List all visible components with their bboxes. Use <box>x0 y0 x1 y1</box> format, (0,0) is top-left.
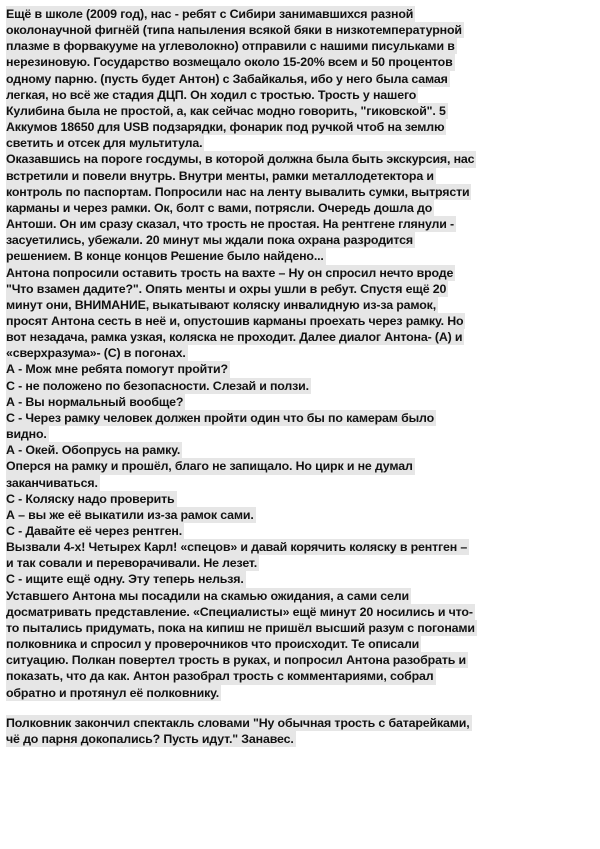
text-line: "Что взамен дадите?". Опять менты и охры ушли в ребут. Спустя ещё 20 <box>6 281 447 296</box>
text-line: светить и отсек для мультитула. <box>6 136 203 151</box>
text-line: Антоши. Он им сразу сказал, что трость не простая. На рентгене глянули - <box>6 217 454 232</box>
text-line: А – вы же её выкатили из-за рамок сами. <box>6 507 254 522</box>
text-line: Ещё в школе (2009 год), нас - ребят с Сибири занимавшихся разной <box>6 7 414 21</box>
text-line: С - Коляску надо проверить <box>6 491 175 506</box>
text-line: минут они, ВНИМАНИЕ, выкатывают коляску инвалидную из-за рамок, <box>6 297 436 312</box>
text-line: и так совали и переворачивали. Не лезет. <box>6 556 258 571</box>
text-line: С - Через рамку человек должен пройти один что бы по камерам было <box>6 410 435 425</box>
text-line: околонаучной фигнёй (типа напыления всякой бяки в низкотемпературной <box>6 23 462 38</box>
text-line: А - Окей. Обопрусь на рамку. <box>6 443 181 458</box>
text-line: А - Вы нормальный вообще? <box>6 394 184 409</box>
text-line: С - не положено по безопасности. Слезай и ползи. <box>6 378 309 393</box>
text-line: Оперся на рамку и прошёл, благо не запищало. Но цирк и не думал <box>6 459 413 474</box>
closing-line: Полковник закончил спектакль словами "Ну обычная трость с батарейками, <box>6 715 470 730</box>
text-line: Антона попросили оставить трость на вахте – Ну он спросил нечто вроде <box>6 265 454 280</box>
text-line: заканчиваться. <box>6 475 98 490</box>
text-line: решением. В конце концов Решение было найдено... <box>6 249 324 264</box>
story-text <box>6 6 596 747</box>
text-line: ситуацию. Полкан повертел трость в руках, и попросил Антона разобрать и <box>6 653 466 668</box>
text-line: видно. <box>6 427 47 442</box>
text-line: засуетились, убежали. 20 минут мы ждали пока охрана разродится <box>6 233 413 248</box>
text-line: обратно и протянул её полковнику. <box>6 685 220 700</box>
text-line: встретили и повели внутрь. Внутри менты, рамки металлодетектора и <box>6 168 434 183</box>
text-line: легкая, но всё же стадия ДЦП. Он ходил с тростью. Трость у нашего <box>6 87 417 102</box>
text-line: Аккумов 18650 для USB подзарядки, фонарик под ручкой чтоб на землю <box>6 120 445 135</box>
text-line: вот незадача, рамка узкая, коляска не проходит. Далее диалог Антона- (А) и <box>6 330 463 345</box>
text-line: А - Мож мне ребята помогут пройти? <box>6 362 228 377</box>
text-line: С - ищите ещё одну. Эту теперь нельзя. <box>6 572 244 587</box>
text-line: плазме в форвакууме на углеволокно) отправили с нашими писульками в <box>6 39 455 54</box>
text-line: Оказавшись на пороге госдумы, в которой должна была быть экскурсия, нас <box>6 152 475 167</box>
text-line: просят Антона сесть в неё и, опустошив карманы проехать через рамку. Но <box>6 313 464 328</box>
text-line: одному парню. (пусть будет Антон) с Забайкалья, ибо у него была самая <box>6 71 448 86</box>
text-line: контроль по паспортам. Попросили нас на ленту вывалить сумки, вытрясти <box>6 184 470 199</box>
text-line: карманы и через рамки. Ок, болт с вами, потрясли. Очередь дошла до <box>6 200 433 215</box>
text-line: показать, что да как. Антон разобрал трость с комментариями, собрал <box>6 669 434 684</box>
text-line: «сверхразума»- (С) в погонах. <box>6 346 186 361</box>
text-line: Кулибина была не простой, а, как сейчас модно говорить, "гиковской". 5 <box>6 103 446 118</box>
closing-line: чё до парня докопались? Пусть идут." Занавес. <box>6 731 294 746</box>
text-line: Вызвали 4-х! Четырех Карл! «спецов» и давай корячить коляску в рентген – <box>6 540 468 555</box>
text-line: то пытались придумать, пока на кипиш не пришёл высший разум с погонами <box>6 620 475 635</box>
text-line: полковника и спросил у проверочников что происходит. Те описали <box>6 637 420 652</box>
text-line: досматривать представление. «Специалисты» ещё минут 20 носились и что- <box>6 604 473 619</box>
text-line: Уставшего Антона мы посадили на скамью ожидания, а сами сели <box>6 588 409 603</box>
text-line: нерезиновую. Государство возмещало около 15-20% всем и 50 процентов <box>6 55 453 70</box>
text-line: С - Давайте её через рентген. <box>6 524 183 538</box>
